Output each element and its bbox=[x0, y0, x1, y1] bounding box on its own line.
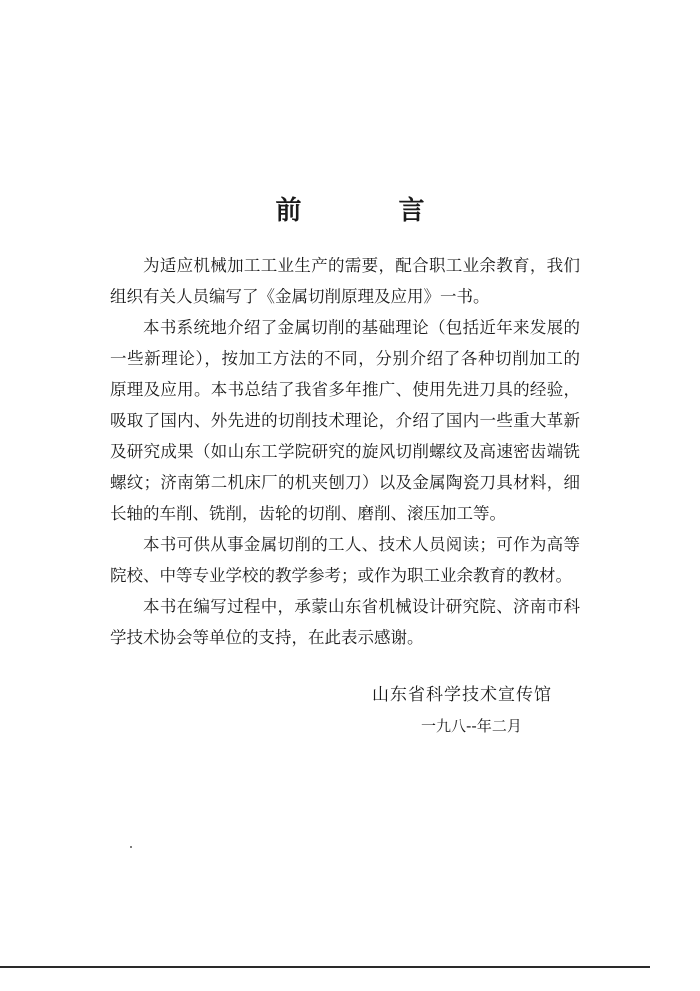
preface-body bbox=[110, 250, 580, 653]
paragraph-3: 本书可供从事金属切削的工人、技术人员阅读；可作为高等院校、中等专业学校的教学参考；或作为职工业余教育的教材。 bbox=[110, 535, 580, 585]
signature-date: 一九八--年二月 bbox=[421, 717, 522, 735]
paragraph-4: 本书在编写过程中，承蒙山东省机械设计研究院、济南市科学技术协会等单位的支持，在此表示感谢。 bbox=[110, 597, 580, 647]
signature-organization: 山东省科学技术宣传馆 bbox=[372, 685, 552, 705]
paragraph-2: 本书系统地介绍了金属切削的基础理论（包括近年来发展的一些新理论），按加工方法的不同，分别介绍了各种切削加工的原理及应用。本书总结了我省多年推广、使用先进刀具的经验，吸取了国内、外先进的切削技术理论，介绍了国内一些重大革新及研究成果（如山东工学院研究的旋风切削螺纹及高速密齿端铣螺纹；济南第二机床厂的机夹刨刀）以及金属陶瓷刀具材料，细长轴的车削、铣削，齿轮的切削、磨削、滚压加工等。 bbox=[110, 318, 580, 523]
paragraph-1: 为适应机械加工工业生产的需要，配合职工业余教育，我们组织有关人员编写了《金属切削原理及应用》一书。 bbox=[110, 256, 580, 306]
scan-speck bbox=[130, 846, 132, 848]
bottom-rule-line bbox=[0, 966, 650, 968]
page-title: 前 言 bbox=[275, 196, 469, 226]
